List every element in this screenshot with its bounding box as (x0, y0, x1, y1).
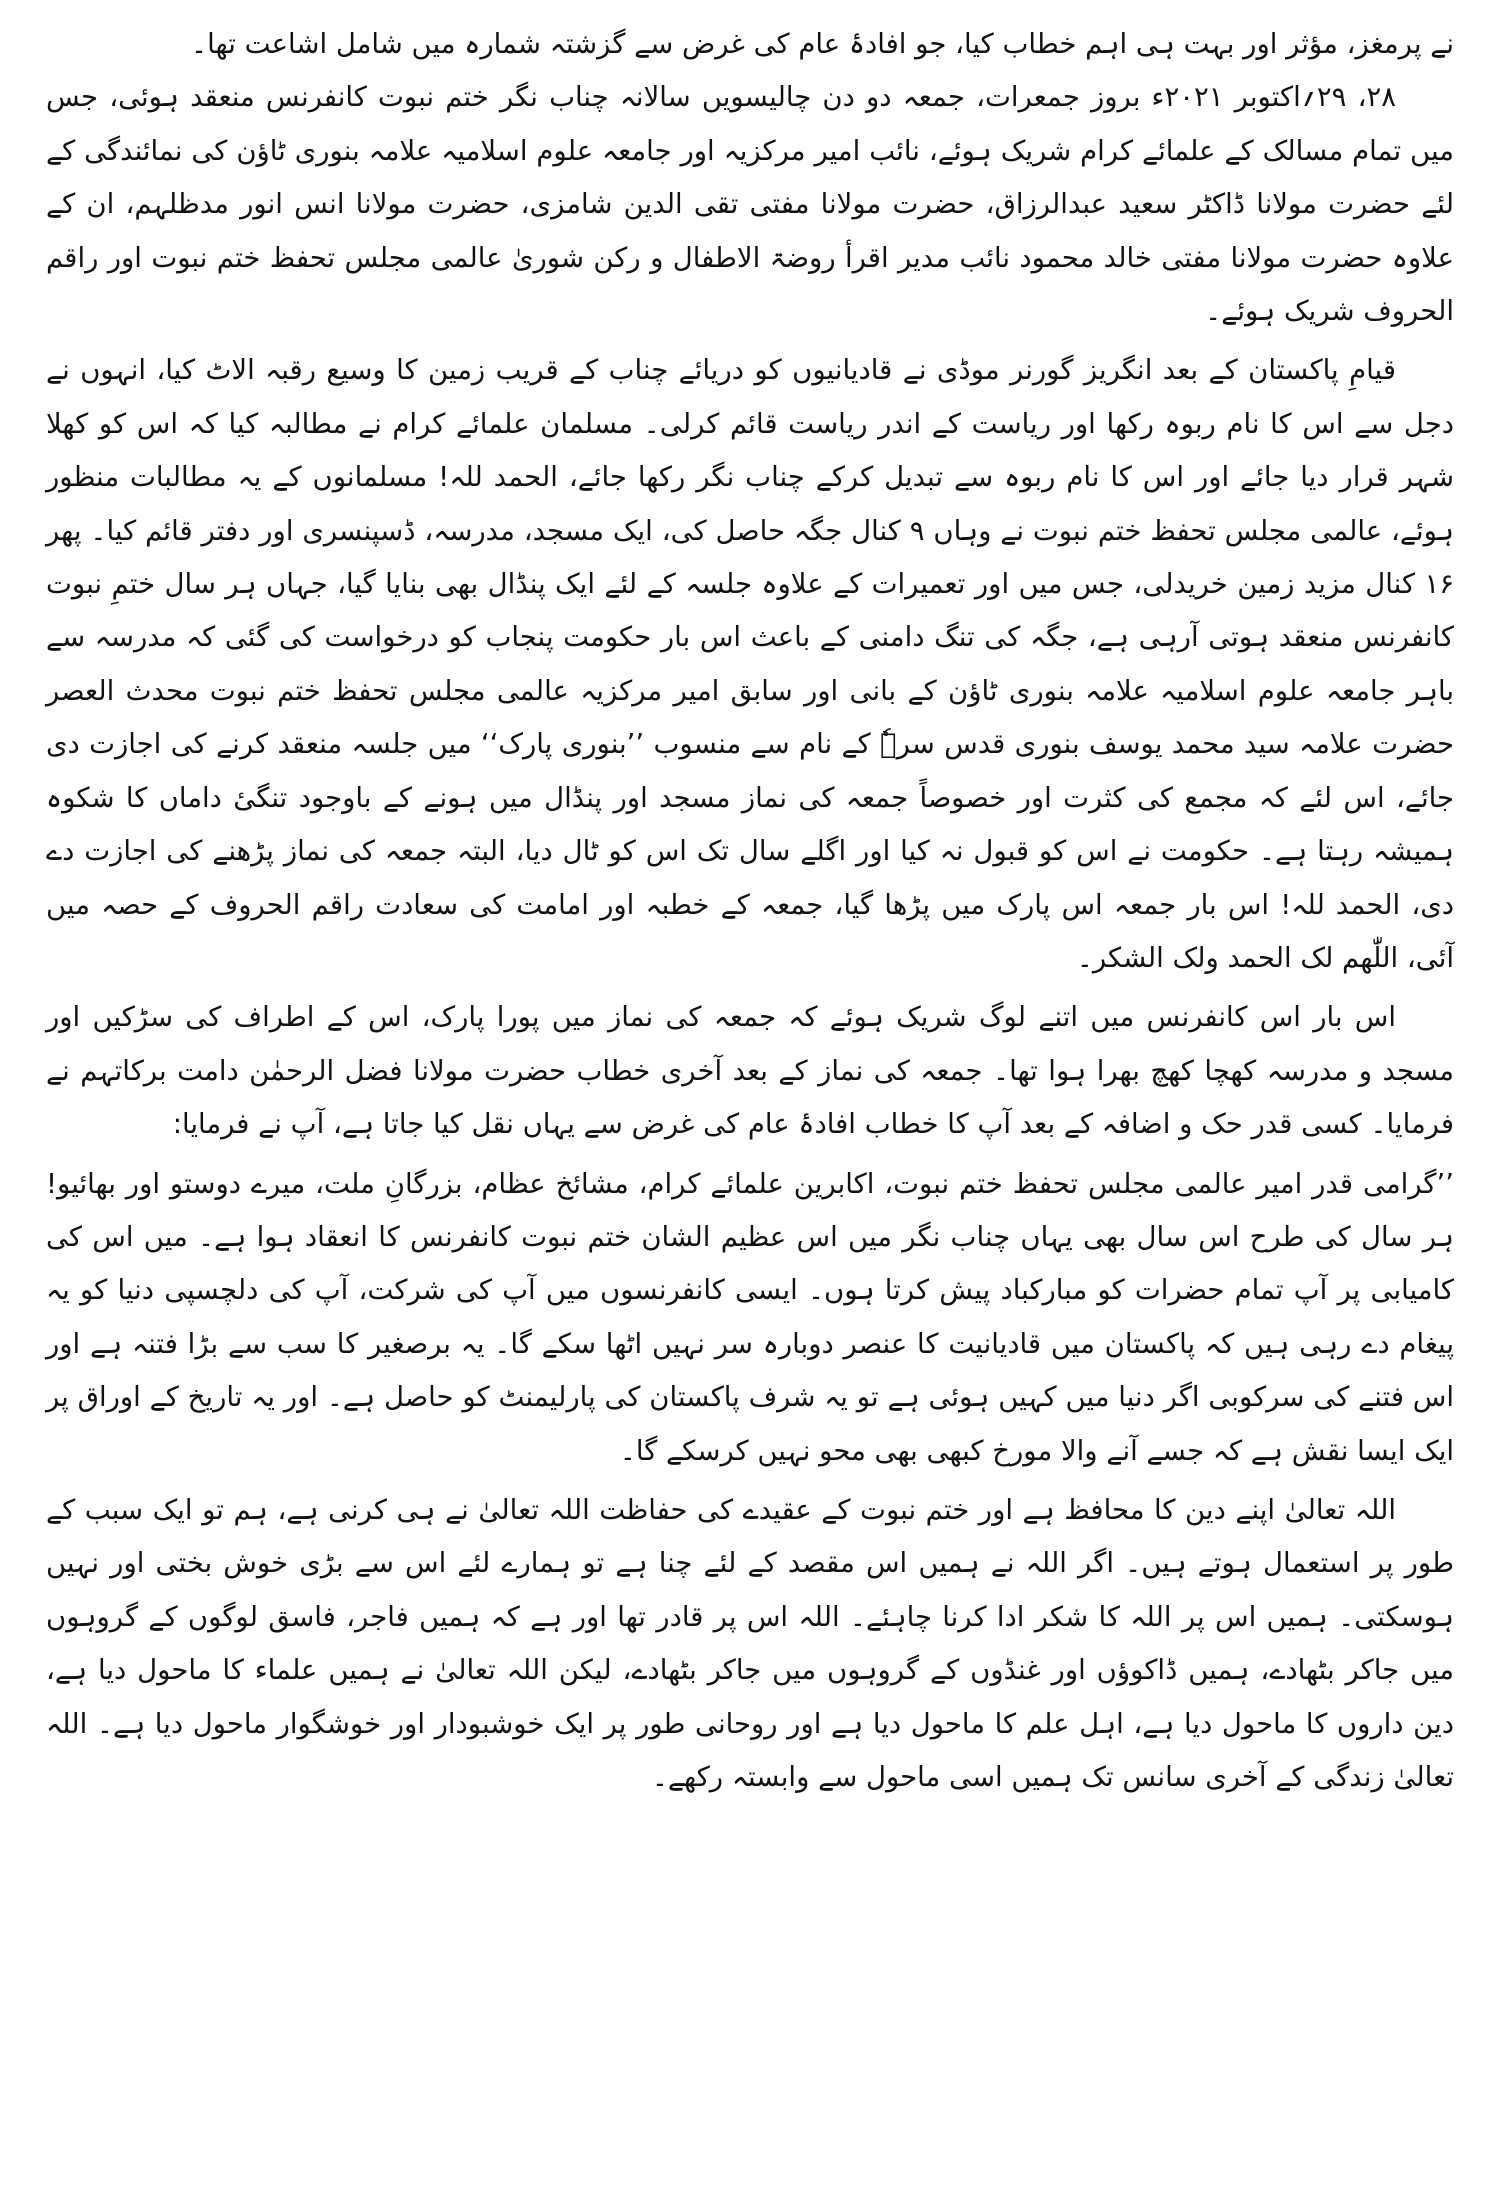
article-page (46, 18, 1454, 2182)
paragraph-attendance: اس بار اس کانفرنس میں اتنے لوگ شریک ہوئے کہ جمعہ کی نماز میں پورا پارک، اس کے اطراف کی سڑکیں اور مسجد و مدرسہ کھچا کھچ بھرا ہوا تھا۔ جمعہ کی نماز کے بعد آخری خطاب حضرت مولانا فضل الرحمٰن دامت برکاتہم نے فرمایا۔ کسی قدر حک و اضافہ کے بعد آپ کا خطاب افادۂ عام کی غرض سے یہاں نقل کیا جاتا ہے، آپ نے فرمایا: (46, 1001, 1454, 1141)
paragraph-speech-opening: ’’گرامی قدر امیر عالمی مجلس تحفظ ختم نبوت، اکابرین علمائے کرام، مشائخ عظام، بزرگانِ ملت، میرے دوستو اور بھائیو! ہر سال کی طرح اس سال بھی یہاں چناب نگر میں اس عظیم الشان ختم نبوت کانفرنس کا انعقاد ہوا ہے۔ میں اس کی کامیابی پر آپ تمام حضرات کو مبارکباد پیش کرتا ہوں۔ ایسی کانفرنسوں میں آپ کی شرکت، آپ کی دلچسپی دنیا کو یہ پیغام دے رہی ہیں کہ پاکستان میں قادیانیت کا عنصر دوبارہ سر نہیں اٹھا سکے گا۔ یہ برصغیر کا سب سے بڑا فتنہ ہے اور اس فتنے کی سرکوبی اگر دنیا میں کہیں ہوئی ہے تو یہ شرف پاکستان کی پارلیمنٹ کو حاصل ہے۔ اور یہ تاریخ کے اوراق پر ایک ایسا نقش ہے کہ جسے آنے والا مورخ کبھی بھی محو نہیں کرسکے گا۔ (46, 1167, 1454, 1467)
paragraph-speech-continued: اللہ تعالیٰ اپنے دین کا محافظ ہے اور ختم نبوت کے عقیدے کی حفاظت اللہ تعالیٰ نے ہی کرنی ہے، ہم تو ایک سبب کے طور پر استعمال ہوتے ہیں۔ اگر اللہ نے ہمیں اس مقصد کے لئے چنا ہے تو ہمارے لئے اس سے بڑی خوش بختی اور نہیں ہوسکتی۔ ہمیں اس پر اللہ کا شکر ادا کرنا چاہئے۔ اللہ اس پر قادر تھا اور ہے کہ ہمیں فاجر، فاسق لوگوں کے گروہوں میں جاکر بٹھادے، ہمیں ڈاکوؤں اور غنڈوں کے گروہوں میں جاکر بٹھادے، لیکن اللہ تعالیٰ نے ہمیں علماء کا ماحول دیا ہے، دین داروں کا ماحول دیا ہے، اہل علم کا ماحول دیا ہے اور روحانی طور پر ایک خوشبودار اور خوشگوار ماحول دیا ہے۔ اللہ تعالیٰ زندگی کے آخری سانس تک ہمیں اسی ماحول سے وابستہ رکھے۔ (46, 1493, 1454, 1793)
paragraph-history: قیامِ پاکستان کے بعد انگریز گورنر موڈی نے قادیانیوں کو دریائے چناب کے قریب زمین کا وسیع رقبہ الاٹ کیا، انہوں نے دجل سے اس کا نام ربوہ رکھا اور ریاست کے اندر ریاست قائم کرلی۔ مسلمان علمائے کرام نے مطالبہ کیا کہ اس کو کھلا شہر قرار دیا جائے اور اس کا نام ربوہ سے تبدیل کرکے چناب نگر رکھا جائے، الحمد للہ! مسلمانوں کے یہ مطالبات منظور ہوئے، عالمی مجلس تحفظ ختم نبوت نے وہاں ۹ کنال جگہ حاصل کی، ایک مسجد، مدرسہ، ڈسپنسری اور دفتر قائم کیا۔ پھر ۱۶ کنال مزید زمین خریدلی، جس میں اور تعمیرات کے علاوہ جلسہ کے لئے ایک پنڈال بھی بنایا گیا، جہاں ہر سال ختمِ نبوت کانفرنس منعقد ہوتی آرہی ہے، جگہ کی تنگ دامنی کے باعث اس بار حکومت پنجاب کو درخواست کی گئی کہ مدرسہ سے باہر جامعہ علوم اسلامیہ علامہ بنوری ٹاؤن کے بانی اور سابق امیر مرکزیہ عالمی مجلس تحفظ ختم نبوت محدث العصر حضرت علامہ سید محمد یوسف بنوری قدس سرہٗ کے نام سے منسوب ’’بنوری پارک‘‘ میں جلسہ منعقد کرنے کی اجازت دی جائے، اس لئے کہ مجمع کی کثرت اور خصوصاً جمعہ کی نماز مسجد اور پنڈال میں ہونے کے باوجود تنگیٔ داماں کا شکوہ ہمیشہ رہتا ہے۔ حکومت نے اس کو قبول نہ کیا اور اگلے سال تک اس کو ٹال دیا، البتہ جمعہ کی نماز پڑھنے کی اجازت دے دی، الحمد للہ! اس بار جمعہ اس پارک میں پڑھا گیا، جمعہ کے خطبہ اور امامت کی سعادت راقم الحروف کے حصہ میں آئی، اللّٰھم لک الحمد ولک الشکر۔ (46, 354, 1455, 974)
paragraph-continuation: نے پرمغز، مؤثر اور بہت ہی اہم خطاب کیا، جو افادۂ عام کی غرض سے گزشتہ شمارہ میں شامل اشاعت تھا۔ (191, 28, 1454, 60)
paragraph-conference-dates: ۲۸، ۲۹؍اکتوبر ۲۰۲۱ء بروز جمعرات، جمعہ دو دن چالیسویں سالانہ چناب نگر ختم نبوت کانفرنس منعقد ہوئی، جس میں تمام مسالک کے علمائے کرام شریک ہوئے، نائب امیر مرکزیہ اور جامعہ علوم اسلامیہ علامہ بنوری ٹاؤن کی نمائندگی کے لئے حضرت مولانا ڈاکٹر سعید عبدالرزاق، حضرت مولانا مفتی تقی الدین شامزی، حضرت مولانا انس انور مدظلہم، ان کے علاوہ حضرت مولانا مفتی خالد محمود نائب مدیر اقرأ روضۃ الاطفال و رکن شوریٰ عالمی مجلس تحفظ ختم نبوت اور راقم الحروف شریک ہوئے۔ (46, 81, 1454, 328)
